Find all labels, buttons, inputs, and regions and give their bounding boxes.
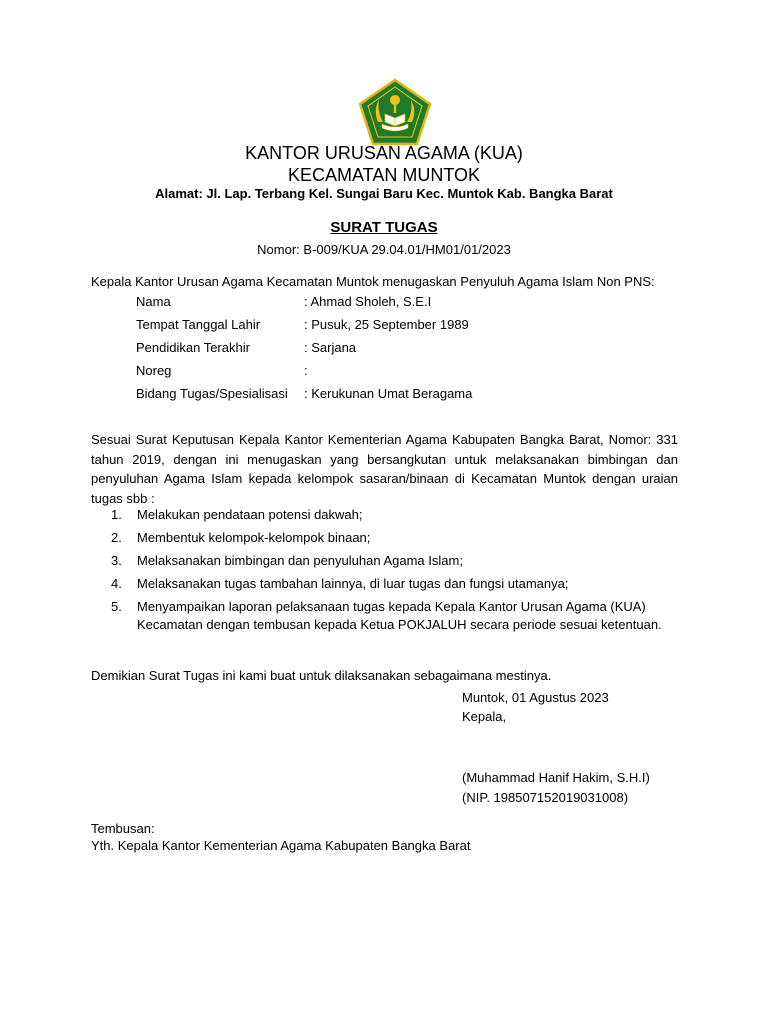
list-number: 5. [111, 599, 122, 614]
field-value: : Sarjana [304, 340, 357, 355]
list-item [111, 575, 681, 593]
cc-heading: Tembusan: [91, 821, 155, 836]
list-item [111, 552, 681, 570]
field-label: Noreg [136, 363, 172, 378]
list-number: 2. [111, 530, 122, 545]
intro-text: Kepala Kantor Urusan Agama Kecamatan Muntok menugaskan Penyuluh Agama Islam Non PNS: [91, 274, 655, 289]
org-address: Alamat: Jl. Lap. Terbang Kel. Sungai Baru Kec. Muntok Kab. Bangka Barat [155, 186, 613, 201]
list-text: Melakukan pendataan potensi dakwah; [137, 507, 363, 522]
signature-place-date: Muntok, 01 Agustus 2023 [462, 690, 609, 705]
field-label: Pendidikan Terakhir [136, 340, 250, 355]
list-number: 1. [111, 507, 122, 522]
field-label: Bidang Tugas/Spesialisasi [136, 386, 288, 401]
list-text: Melaksanakan tugas tambahan lainnya, di luar tugas dan fungsi utamanya; [137, 576, 569, 591]
signature-name: (Muhammad Hanif Hakim, S.H.I) [462, 770, 650, 785]
org-name-line2: KECAMATAN MUNTOK [287, 165, 480, 185]
field-value: : Kerukunan Umat Beragama [304, 386, 473, 401]
org-name-line1: KANTOR URUSAN AGAMA (KUA) [245, 143, 523, 163]
field-value: : Ahmad Sholeh, S.E.I [304, 294, 432, 309]
signature-role: Kepala, [462, 709, 507, 724]
body-paragraph: Sesuai Surat Keputusan Kepala Kantor Kementerian Agama Kabupaten Bangka Barat, Nomor: 331 tahun 2019, dengan ini menugaskan yang bersangkutan untuk melaksanakan bimbingan dan penyuluhan Agama Islam kepada kelompok sasaran/binaan di Kecamatan Muntok dengan uraian tugas sbb : [91, 432, 678, 506]
list-text: Melaksanakan bimbingan dan penyuluhan Agama Islam; [137, 553, 463, 568]
field-label: Nama [136, 294, 171, 309]
list-text: Membentuk kelompok-kelompok binaan; [137, 530, 371, 545]
field-value: : Pusuk, 25 September 1989 [304, 317, 469, 332]
duty-list [111, 506, 681, 639]
list-item [111, 529, 681, 547]
field-value: : [304, 363, 308, 378]
list-item [111, 506, 681, 524]
kemenag-logo-icon [358, 78, 432, 146]
list-number: 3. [111, 553, 122, 568]
closing-text: Demikian Surat Tugas ini kami buat untuk dilaksanakan sebagaimana mestinya. [91, 668, 552, 683]
list-item [111, 598, 681, 634]
letter-number: Nomor: B-009/KUA 29.04.01/HM01/01/2023 [257, 242, 511, 257]
list-number: 4. [111, 576, 122, 591]
list-text: Menyampaikan laporan pelaksanaan tugas kepada Kepala Kantor Urusan Agama (KUA) Kecamatan dengan tembusan kepada Ketua POKJALUH secara periode sesuai ketentuan. [137, 599, 662, 632]
cc-recipient: Yth. Kepala Kantor Kementerian Agama Kabupaten Bangka Barat [91, 838, 471, 853]
signature-nip: (NIP. 198507152019031008) [462, 790, 629, 805]
field-label: Tempat Tanggal Lahir [136, 317, 261, 332]
letter-title: SURAT TUGAS [330, 219, 438, 236]
